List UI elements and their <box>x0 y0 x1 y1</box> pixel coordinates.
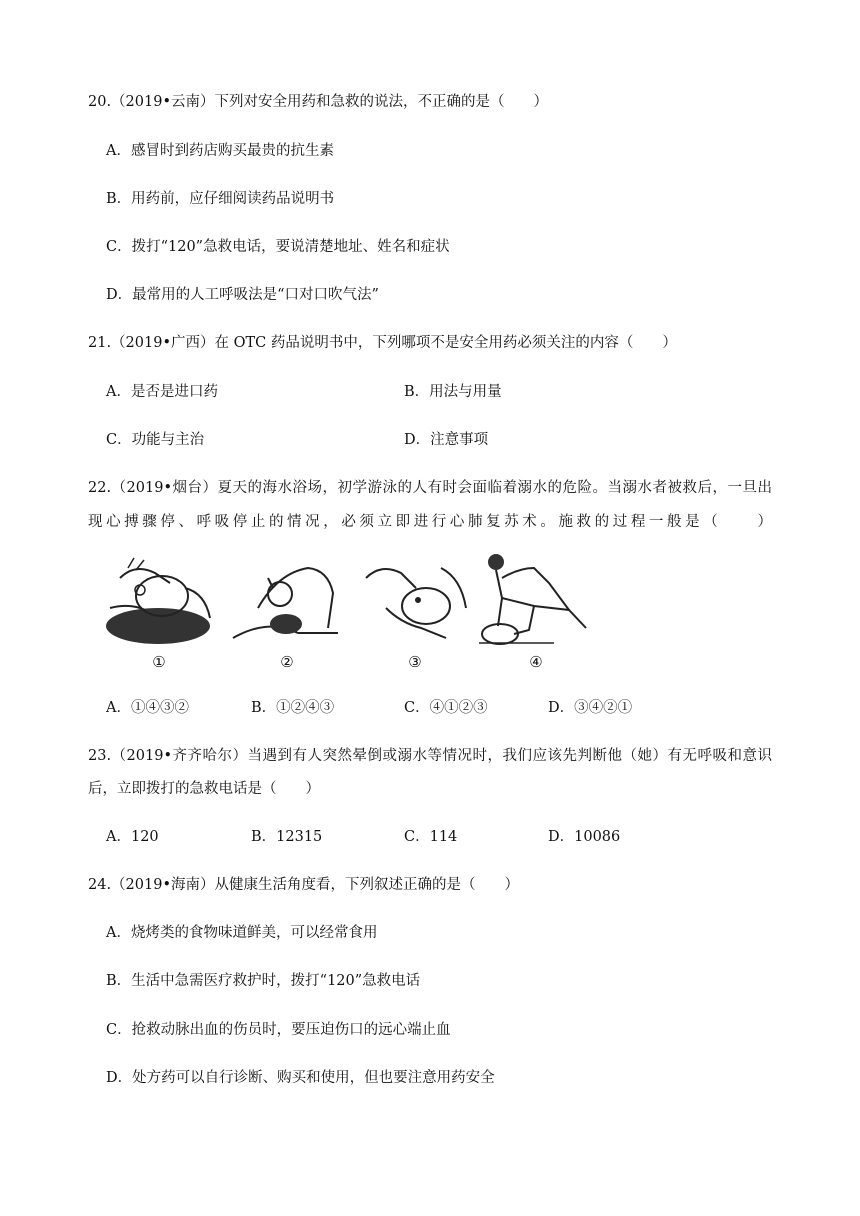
cpr-step-4-illustration <box>474 548 598 673</box>
cpr-procedure-figure <box>100 548 600 673</box>
question-20-option-a: A．感冒时到药店购买最贵的抗生素 <box>106 143 334 159</box>
airway-clearing-icon <box>100 548 218 653</box>
question-22-stem-line-1: 22.（2019•烟台）夏天的海水浴场，初学游泳的人有时会面临着溺水的危险。当溺水者被救后，一旦出 <box>88 480 772 496</box>
cpr-step-1-illustration <box>100 548 218 673</box>
question-21-option-c: C．功能与主治 <box>106 432 205 448</box>
figure-label-4: ④ <box>529 653 543 671</box>
question-24-option-c: C．抢救动脉出血的伤员时，要压迫伤口的远心端止血 <box>106 1022 451 1038</box>
question-22-option-d: D．③④②① <box>548 700 633 716</box>
figure-label-3: ③ <box>408 653 422 671</box>
question-21-option-b: B．用法与用量 <box>404 384 502 400</box>
figure-label-2: ② <box>280 653 294 671</box>
question-23-option-a: A．120 <box>106 829 159 845</box>
question-20-option-d: D．最常用的人工呼吸法是“口对口吹气法” <box>106 287 379 303</box>
question-22-stem-line-2: 现心搏骤停、呼吸停止的情况，必须立即进行心肺复苏术。施救的过程一般是（ ） <box>88 514 772 530</box>
question-21-option-d: D．注意事项 <box>404 432 489 448</box>
question-24-option-b: B．生活中急需医疗救护时，拨打“120”急救电话 <box>106 973 421 989</box>
figure-label-1: ① <box>152 653 166 671</box>
question-23-stem-line-1: 23.（2019•齐齐哈尔）当遇到有人突然晕倒或溺水等情况时，我们应该先判断他（她）有无呼吸和意识 <box>88 748 772 764</box>
pulse-check-icon <box>356 548 474 653</box>
cpr-step-2-illustration <box>228 548 346 673</box>
chest-compression-icon <box>474 548 598 653</box>
question-24-stem: 24.（2019•海南）从健康生活角度看，下列叙述正确的是（ ） <box>88 877 520 893</box>
question-24-option-d: D．处方药可以自行诊断、购买和使用，但也要注意用药安全 <box>106 1070 495 1086</box>
question-23-option-d: D．10086 <box>548 829 621 845</box>
question-23-stem-line-2: 后，立即拨打的急救电话是（ ） <box>88 781 320 797</box>
question-24-option-a: A．烧烤类的食物味道鲜美，可以经常食用 <box>106 925 378 941</box>
question-23-option-c: C．114 <box>404 829 458 845</box>
question-22-option-c: C．④①②③ <box>404 700 488 716</box>
question-22-option-a: A．①④③② <box>106 700 189 716</box>
question-22-option-b: B．①②④③ <box>251 700 335 716</box>
cpr-step-3-illustration <box>356 548 474 673</box>
question-21-stem: 21.（2019•广西）在 OTC 药品说明书中，下列哪项不是安全用药必须关注的内容（ ） <box>88 335 677 351</box>
question-23-option-b: B．12315 <box>251 829 323 845</box>
question-21-option-a: A．是否是进口药 <box>106 384 218 400</box>
question-20-option-b: B．用药前，应仔细阅读药品说明书 <box>106 191 335 207</box>
question-20-stem: 20.（2019•云南）下列对安全用药和急救的说法，不正确的是（ ） <box>88 94 549 110</box>
rescue-breathing-icon <box>228 548 346 653</box>
question-20-option-c: C．拨打“120”急救电话，要说清楚地址、姓名和症状 <box>106 239 450 255</box>
